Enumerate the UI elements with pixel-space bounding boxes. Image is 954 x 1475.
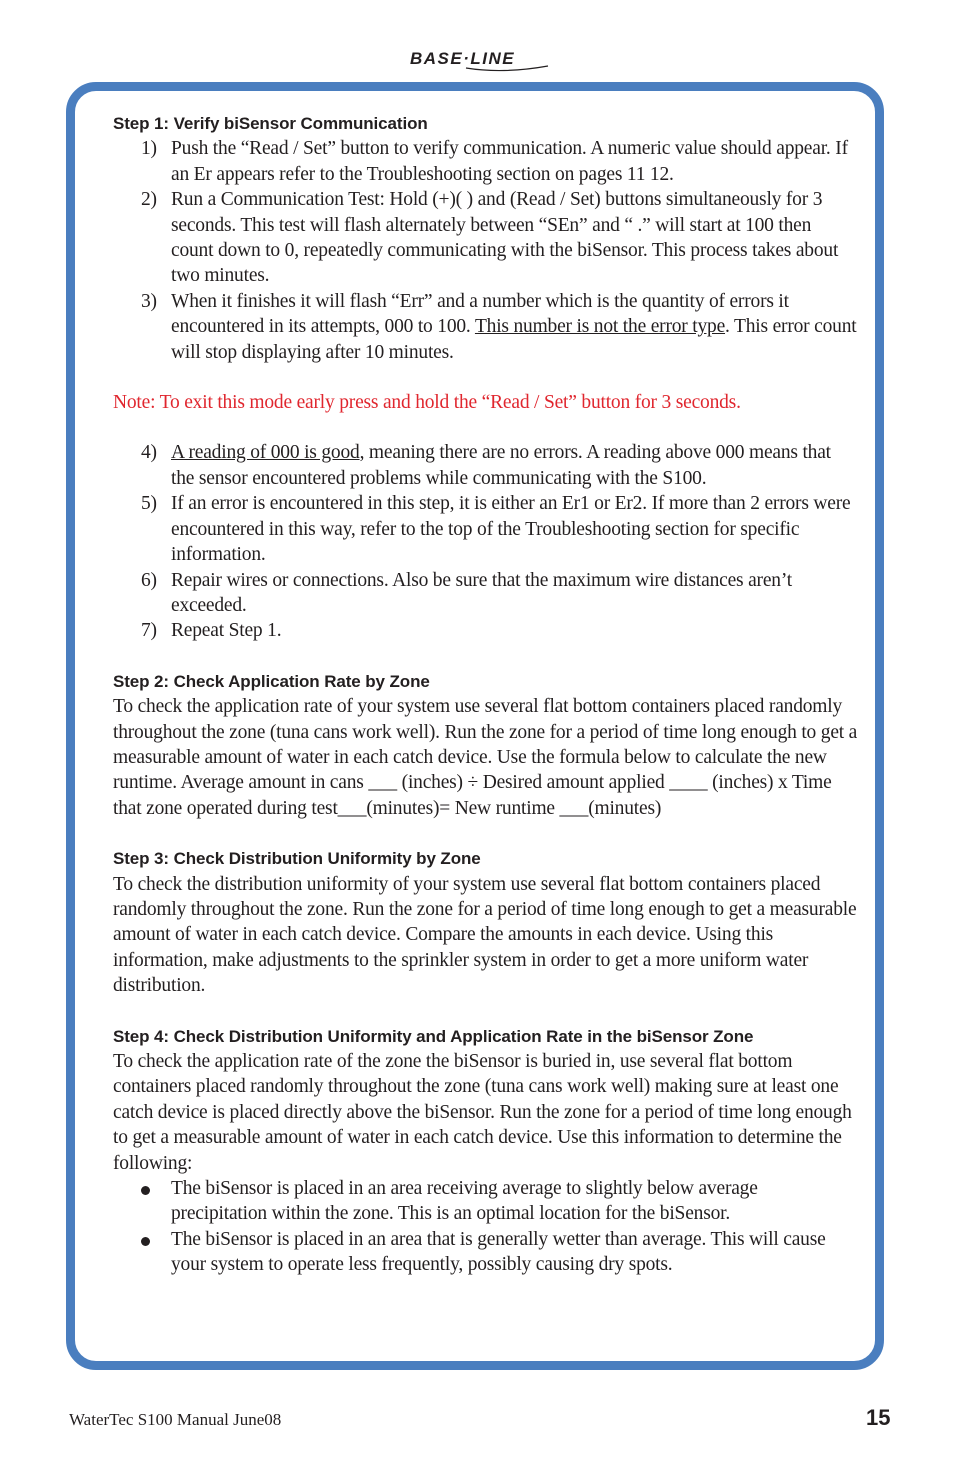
list-item: [113, 136, 858, 187]
step1-note: Note: To exit this mode early press and hold the “Read / Set” button for 3 seconds.: [113, 392, 741, 414]
step1-heading: Step 1: Verify biSensor Communication: [113, 114, 428, 133]
step4-bullets: [113, 1176, 858, 1278]
item-underlined: This number is not the error type: [474, 316, 726, 338]
step4-heading: Step 4: Check Distribution Uniformity and Application Rate in the biSensor Zone: [113, 1026, 754, 1046]
item-text: Push the “Read / Set” button to verify communication. A numeric value should appear. If an Er appears refer to the Troubleshooting section on pages 11 12.: [171, 138, 848, 185]
item-number: 1): [141, 138, 157, 160]
step2-body: To check the application rate of your system use several flat bottom containers placed randomly throughout the zone (tuna cans work well). Run the zone for a period of time long enough to get a measurable amount of water in each catch device. Use the formula below to calculate the new runtime. Average amount in cans ___ (inches) ÷ Desired amount applied ____ (inches) x Time that zone operated during test___(minutes)= New runtime ___(minutes): [113, 696, 858, 819]
step1-list-b: [113, 440, 858, 643]
item-underlined: A reading of 000 is good: [171, 442, 360, 464]
item-text: Repeat Step 1.: [171, 620, 282, 642]
baseline-logo: [408, 44, 558, 74]
item-text: Run a Communication Test: Hold (+)( ) and (Read / Set) buttons simultaneously for 3 seconds. This test will flash alternately between “SEn” and “ .” will start at 100 then count down to 0, repeatedly communicating with the biSensor. This process takes about two minutes.: [171, 189, 839, 287]
bullet-icon: [141, 1237, 150, 1246]
step3-body: To check the distribution uniformity of your system use several flat bottom containers placed randomly throughout the zone. Run the zone for a period of time long enough to get a measurable amount of water in each catch device. Compare the amounts in each device. Using this information, make adjustments to the sprinkler system in order to get a more uniform water distribution.: [113, 873, 857, 997]
step2-heading: Step 2: Check Application Rate by Zone: [113, 671, 430, 691]
list-item: [113, 440, 858, 491]
bullet-icon: [141, 1186, 150, 1195]
item-text: If an error is encountered in this step, it is either an Er1 or Er2. If more than 2 errors were encountered in this way, refer to the top of the Troubleshooting section for specific information.: [171, 493, 851, 566]
brand-text: BASE·LINE: [410, 49, 516, 68]
item-text: The biSensor is placed in an area receiving average to slightly below average precipitation within the zone. This is an optimal location for the biSensor.: [171, 1178, 758, 1225]
list-item: [113, 618, 858, 643]
item-number: 4): [141, 442, 157, 464]
list-item: [113, 568, 858, 619]
item-number: 5): [141, 493, 157, 515]
list-item: [113, 1227, 858, 1278]
list-item: [113, 289, 858, 365]
list-item: [113, 1176, 858, 1227]
item-text: The biSensor is placed in an area that is generally wetter than average. This will cause your system to operate less frequently, possibly causing dry spots.: [171, 1228, 826, 1276]
item-number: 6): [141, 569, 157, 591]
item-text: . This error count will stop displaying after 10 minutes.: [171, 316, 857, 363]
step4-body: To check the application rate of the zone the biSensor is buried in, use several flat bottom containers placed randomly throughout the zone (tuna cans work well) making sure at least one catch device is placed directly above the biSensor. Run the zone for a period of time long enough to get a measurable amount of water in each catch device. Use this information to determine the following:: [113, 1051, 852, 1174]
item-number: 7): [141, 620, 157, 642]
step3-heading: Step 3: Check Distribution Uniformity by Zone: [113, 849, 481, 869]
footer-manual-title: WaterTec S100 Manual June08: [69, 1410, 282, 1429]
item-text: When it finishes it will flash “Err” and a number which is the quantity of errors it encountered in its attempts, 000 to 100.: [171, 290, 789, 338]
page-number: 15: [866, 1405, 891, 1430]
item-number: 3): [141, 290, 157, 312]
page-content: [113, 111, 858, 1278]
item-number: 2): [141, 189, 157, 211]
item-text: , meaning there are no errors. A reading above 000 means that the sensor encountered problems while communicating with the S100.: [171, 442, 831, 489]
item-text: Repair wires or connections. Also be sure that the maximum wire distances aren’t exceeded.: [171, 569, 793, 616]
list-item: [113, 187, 858, 289]
list-item: [113, 491, 858, 567]
step1-list-a: [113, 136, 858, 365]
